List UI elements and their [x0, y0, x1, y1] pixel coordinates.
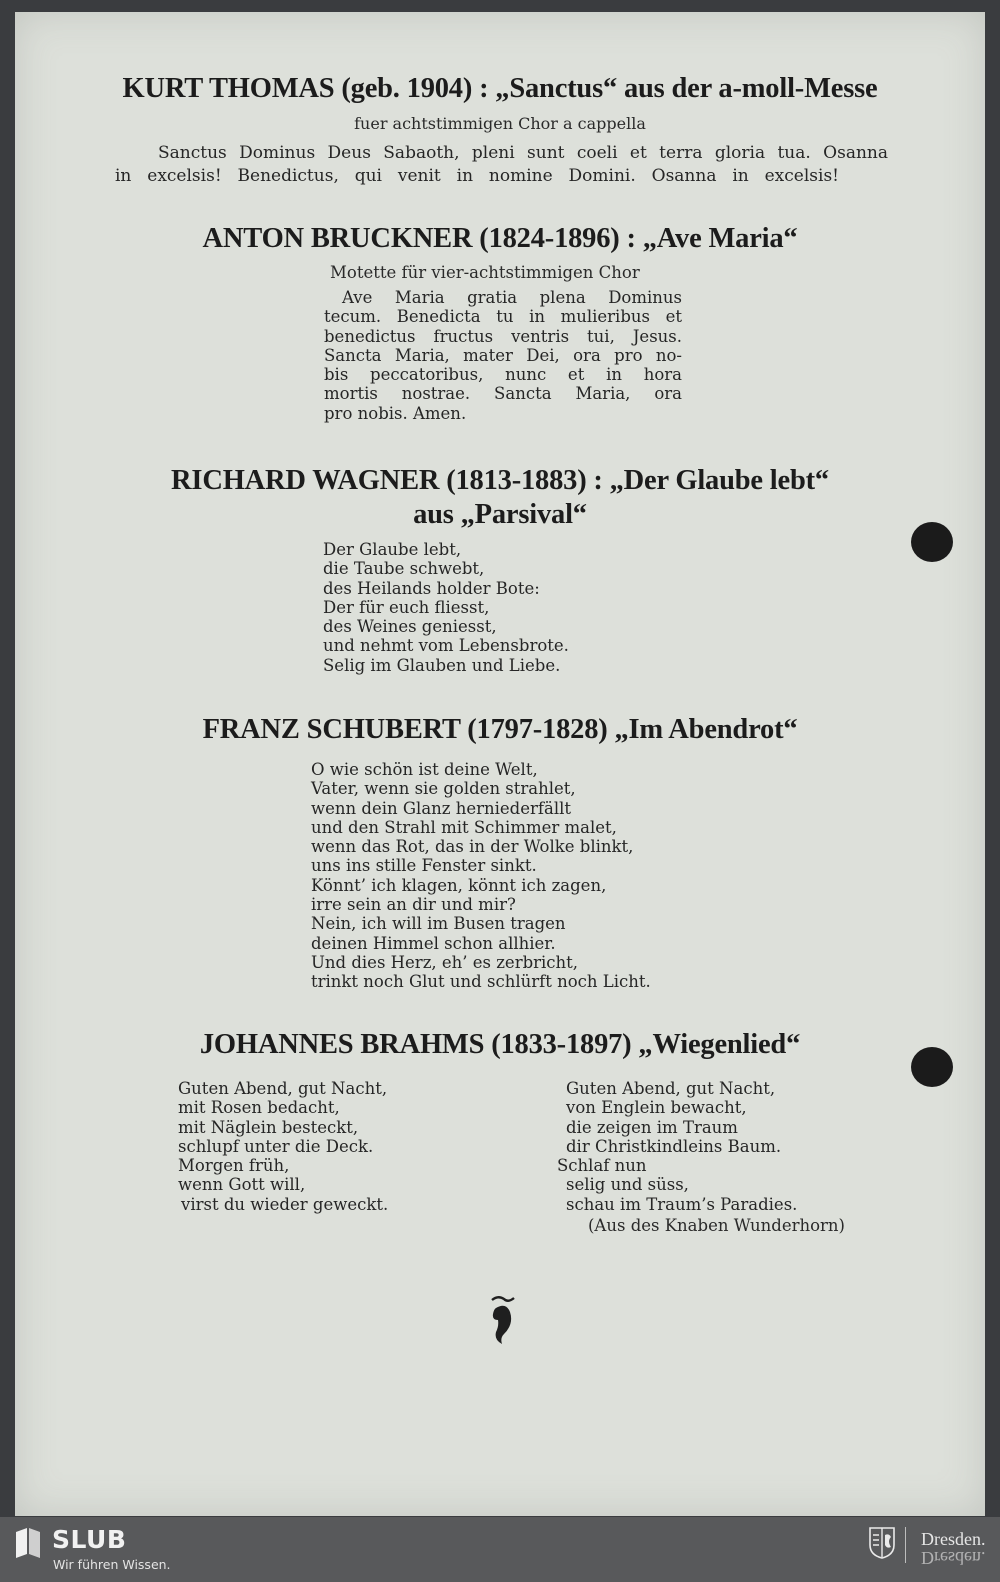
brahms-right-column: [557, 1079, 798, 1214]
schubert-line: irre sein an dir und mir?: [311, 895, 516, 915]
kurt-thomas-text-line1: Sanctus Dominus Deus Sabaoth, pleni sunt coeli et terra gloria tua. Osanna: [158, 143, 888, 163]
city-label-mirror: Dresden.: [921, 1548, 986, 1568]
punch-hole: [911, 1047, 953, 1087]
bruckner-line: tecum. Benedicta tu in mulieribus et: [324, 307, 682, 327]
brahms-right-line: Schlaf nun: [557, 1156, 647, 1176]
brahms-right-line: Guten Abend, gut Nacht,: [566, 1079, 776, 1098]
wagner-line: des Weines geniesst,: [323, 617, 497, 637]
city-label: Dresden.: [921, 1529, 986, 1549]
bruckner-text: [324, 288, 682, 423]
library-tagline: Wir führen Wissen.: [53, 1557, 171, 1572]
schubert-line: trinkt noch Glut und schlürft noch Licht.: [311, 972, 651, 992]
schubert-line: Könnt’ ich klagen, könnt ich zagen,: [311, 875, 607, 895]
schubert-line: wenn das Rot, das in der Wolke blinkt,: [311, 837, 634, 857]
bruckner-line: pro nobis. Amen.: [324, 403, 467, 423]
bruckner-line: Sancta Maria, mater Dei, ora pro no-: [324, 345, 682, 365]
wagner-heading-line2: aus „Parsival“: [413, 499, 587, 530]
schubert-line: Vater, wenn sie golden strahlet,: [311, 779, 576, 799]
kurt-thomas-text-line2: in excelsis! Benedictus, qui venit in nomine Domini. Osanna in excelsis!: [115, 166, 839, 186]
brahms-source: (Aus des Knaben Wunderhorn): [588, 1216, 845, 1235]
brahms-left-line: mit Näglein besteckt,: [178, 1117, 359, 1137]
brahms-left-line: schlupf unter die Deck.: [178, 1136, 374, 1156]
brahms-left-line: wenn Gott will,: [178, 1175, 306, 1195]
brahms-left-line: virst du wieder geweckt.: [181, 1194, 389, 1214]
wagner-text: [323, 540, 569, 675]
footer-bar: [0, 1517, 1000, 1582]
schubert-line: uns ins stille Fenster sinkt.: [311, 856, 537, 876]
dresden-coat-of-arms-icon: [869, 1527, 895, 1559]
bruckner-line: mortis nostrae. Sancta Maria, ora: [324, 384, 682, 404]
brahms-left-line: Guten Abend, gut Nacht,: [178, 1079, 388, 1098]
brahms-heading: JOHANNES BRAHMS (1833-1897) „Wiegenlied“: [199, 1029, 801, 1060]
brahms-right-line: dir Christkindleins Baum.: [566, 1136, 782, 1156]
wagner-line: Der Glaube lebt,: [323, 540, 462, 559]
footer-divider: [905, 1527, 906, 1563]
schubert-line: und den Strahl mit Schimmer malet,: [311, 817, 617, 837]
bruckner-line: Ave Maria gratia plena Dominus: [342, 288, 682, 307]
schubert-heading: FRANZ SCHUBERT (1797-1828) „Im Abendrot“: [202, 714, 798, 745]
schubert-line: Nein, ich will im Busen tragen: [311, 914, 566, 934]
library-name: SLUB: [52, 1525, 127, 1554]
brahms-left-line: Morgen früh,: [178, 1156, 290, 1176]
kurt-thomas-subtitle: fuer achtstimmigen Chor a cappella: [354, 114, 646, 133]
schubert-line: wenn dein Glanz herniederfällt: [311, 798, 572, 818]
ornament-icon: [488, 1294, 518, 1346]
wagner-line: die Taube schwebt,: [323, 559, 485, 579]
bruckner-heading: ANTON BRUCKNER (1824-1896) : „Ave Maria“: [202, 223, 798, 254]
schubert-text: [311, 760, 651, 992]
slub-book-icon: [12, 1526, 44, 1560]
wagner-line: des Heilands holder Bote:: [323, 578, 540, 598]
bruckner-subtitle: Motette für vier-achtstimmigen Chor: [330, 263, 640, 282]
wagner-heading-line1: RICHARD WAGNER (1813-1883) : „Der Glaube lebt“: [171, 465, 829, 496]
kurt-thomas-heading: KURT THOMAS (geb. 1904) : „Sanctus“ aus der a-moll-Messe: [122, 73, 878, 104]
wagner-line: und nehmt vom Lebensbrote.: [323, 636, 569, 656]
bruckner-line: bis peccatoribus, nunc et in hora: [324, 365, 682, 385]
brahms-right-line: schau im Traum’s Paradies.: [566, 1194, 798, 1214]
schubert-line: deinen Himmel schon allhier.: [311, 933, 556, 953]
brahms-right-line: die zeigen im Traum: [566, 1117, 738, 1137]
brahms-right-line: von Englein bewacht,: [566, 1098, 747, 1118]
brahms-left-column: [178, 1079, 388, 1214]
schubert-line: Und dies Herz, eh’ es zerbricht,: [311, 952, 579, 972]
schubert-line: O wie schön ist deine Welt,: [311, 760, 538, 779]
punch-hole: [911, 522, 953, 562]
brahms-left-line: mit Rosen bedacht,: [178, 1098, 340, 1118]
bruckner-line: benedictus fructus ventris tui, Jesus.: [324, 326, 682, 346]
wagner-line: Der für euch fliesst,: [323, 597, 490, 617]
wagner-line: Selig im Glauben und Liebe.: [323, 655, 561, 675]
brahms-right-line: selig und süss,: [566, 1175, 689, 1195]
